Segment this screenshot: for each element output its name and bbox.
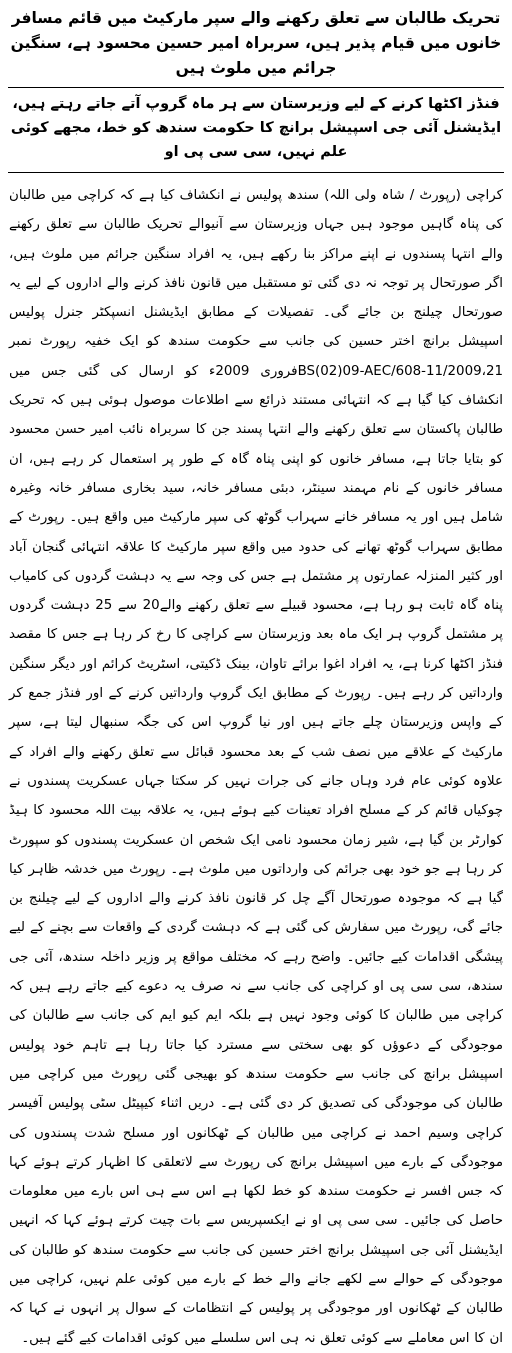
article-body: کراچی (رپورٹ / شاہ ولی اللہ) سندھ پولیس نے انکشاف کیا ہے کہ کراچی میں طالبان کی پناہ گاہیں موجود ہیں جہاں وزیرستان سے آنیوالے تحریک طالبان سے تعلق رکھنے والے انتہا پسندوں نے اپنے مراکز بنا رکھے ہیں، یہ افراد سنگین جرائم میں ملوث ہیں، اگر صورتحال پر توجہ نہ دی گئی تو مستقبل میں قانون نافذ کرنے والے اداروں کے لیے یہ صورتحال چیلنج بن جائے گی۔ تفصیلات کے مطابق ایڈیشنل انسپکٹر جنرل پولیس اسپیشل برانچ اختر حسین کی جانب سے حکومت سندھ کو ایک خفیہ رپورٹ نمبر 21،BS(02)09-AEC/608-11/2009فروری 2009ء کو ارسال کی گئی جس میں انکشاف کیا گیا ہے کہ انتہائی مستند ذرائع سے اطلاعات موصول ہوئی ہیں کہ تحریک طالبان پاکستان سے تعلق رکھنے والے انتہا پسند جن کا سربراہ نائب امیر حسن محسود کو بتایا جاتا ہے، مسافر خانوں کو اپنی پناہ گاہ کے طور پر استعمال کر رہے ہیں، ان مسافر خانوں کے نام مہمند سینٹر، دبئی مسافر خانہ، سید بخاری مسافر خانہ وغیرہ شامل ہیں اور یہ مسافر خانے سہراب گوٹھ کی سپر مارکیٹ میں واقع ہیں۔ رپورٹ کے مطابق سہراب گوٹھ تھانے کی حدود میں واقع سپر مارکیٹ کا علاقہ انتہائی گنجان آباد اور کثیر المنزلہ عمارتوں پر مشتمل ہے جس کی وجہ سے یہ دہشت گردوں کی کامیاب پناہ گاہ ثابت ہو رہا ہے، محسود قبیلے سے تعلق رکھنے والے20 سے 25 دہشت گردوں پر مشتمل گروپ ہر ایک ماہ بعد وزیرستان سے کراچی کا رخ کر رہا ہے جس کا مقصد فنڈز اکٹھا کرنا ہے، یہ افراد اغوا برائے تاوان، بینک ڈکیتی، اسٹریٹ کرائم اور دیگر سنگین وارداتیں کر رہے ہیں۔ رپورٹ کے مطابق ایک گروپ وارداتیں کرنے کے اور فنڈز جمع کر کے واپس وزیرستان چلے جاتے ہیں اور نیا گروپ اس کی جگہ سنبھال لیتا ہے، سپر مارکیٹ کے علاقے میں نصف شب کے بعد محسود قبائل سے تعلق رکھنے والے افراد کے علاوہ کوئی عام فرد وہاں جانے کی جرات نہیں کر سکتا جہاں عسکریت پسندوں نے چوکیاں قائم کر کے مسلح افراد تعینات کیے ہوئے ہیں، یہ علاقہ بیت اللہ محسود کا ہیڈ کوارٹر بن گیا ہے، شیر زمان محسود نامی ایک شخص ان عسکریت پسندوں کو سپورٹ کر رہا ہے جو خود بھی جرائم کی وارداتوں میں ملوث ہے۔ رپورٹ میں خدشہ ظاہر کیا گیا ہے کہ موجودہ صورتحال آگے چل کر قانون نافذ کرنے والے اداروں کے لیے چیلنج بن جائے گی، رپورٹ میں سفارش کی گئی ہے کہ دہشت گردی کے واقعات سے بچنے کے لیے پیشگی اقدامات کیے جائیں۔ واضح رہے کہ مختلف مواقع پر وزیر داخلہ سندھ، آئی جی سندھ، سی سی پی او کراچی کی جانب سے نہ صرف یہ دعوے کیے جاتے رہے ہیں کہ کراچی میں طالبان کا کوئی وجود نہیں ہے بلکہ ایم کیو ایم کی جانب سے طالبان کی موجودگی کے دعوؤں کو بھی سختی سے مسترد کیا جاتا رہا ہے تاہم خود پولیس اسپیشل برانچ کی جانب سے حکومت سندھ کو بھیجی گئی رپورٹ میں کراچی میں طالبان کی موجودگی کی تصدیق کر دی گئی ہے۔ دریں اثناء کیپیٹل سٹی پولیس آفیسر کراچی وسیم احمد نے کراچی میں طالبان کے ٹھکانوں اور مسلح شدت پسندوں کی موجودگی کے بارے میں اسپیشل برانچ کی رپورٹ سے لاتعلقی کا اظہار کرتے ہوئے کہا کہ جس افسر نے حکومت سندھ کو خط لکھا ہے اس سے ہی اس بارے میں معلومات حاصل کی جائیں۔ سی سی پی او نے ایکسپریس سے بات چیت کرتے ہوئے کہا کہ انہیں ایڈیشنل آئی جی اسپیشل برانچ اختر حسین کی جانب سے حکومت سندھ کو طالبان کی موجودگی کے حوالے سے لکھے جانے والے خط کے بارے میں کوئی علم نہیں، کراچی میں طالبان کے ٹھکانوں اور موجودگی پر پولیس کے انتظامات کے سوال پر انہوں نے کہا کہ ان کا اس معاملے سے کوئی تعلق نہ ہی اس سلسلے میں کوئی اقدامات کیے گئے ہیں۔ [9,188,503,1346]
headline-divider [8,87,504,88]
article-subheadline: فنڈز اکٹھا کرنے کے لیے وزیرستان سے ہر ماہ گروپ آتے جاتے رہتے ہیں، ایڈیشنل آئی جی اسپیشل برانچ کا حکومت سندھ کو خط، مجھے کوئی علم نہیں، سی سی پی او [10,96,502,160]
article-headline: تحریک طالبان سے تعلق رکھنے والے سپر مارکیٹ میں قائم مسافر خانوں میں قیام پذیر ہیں، سربراہ امیر حسین محسود ہے، سنگین جرائم میں ملوث ہیں [10,9,502,77]
subheadline-divider [8,172,504,173]
